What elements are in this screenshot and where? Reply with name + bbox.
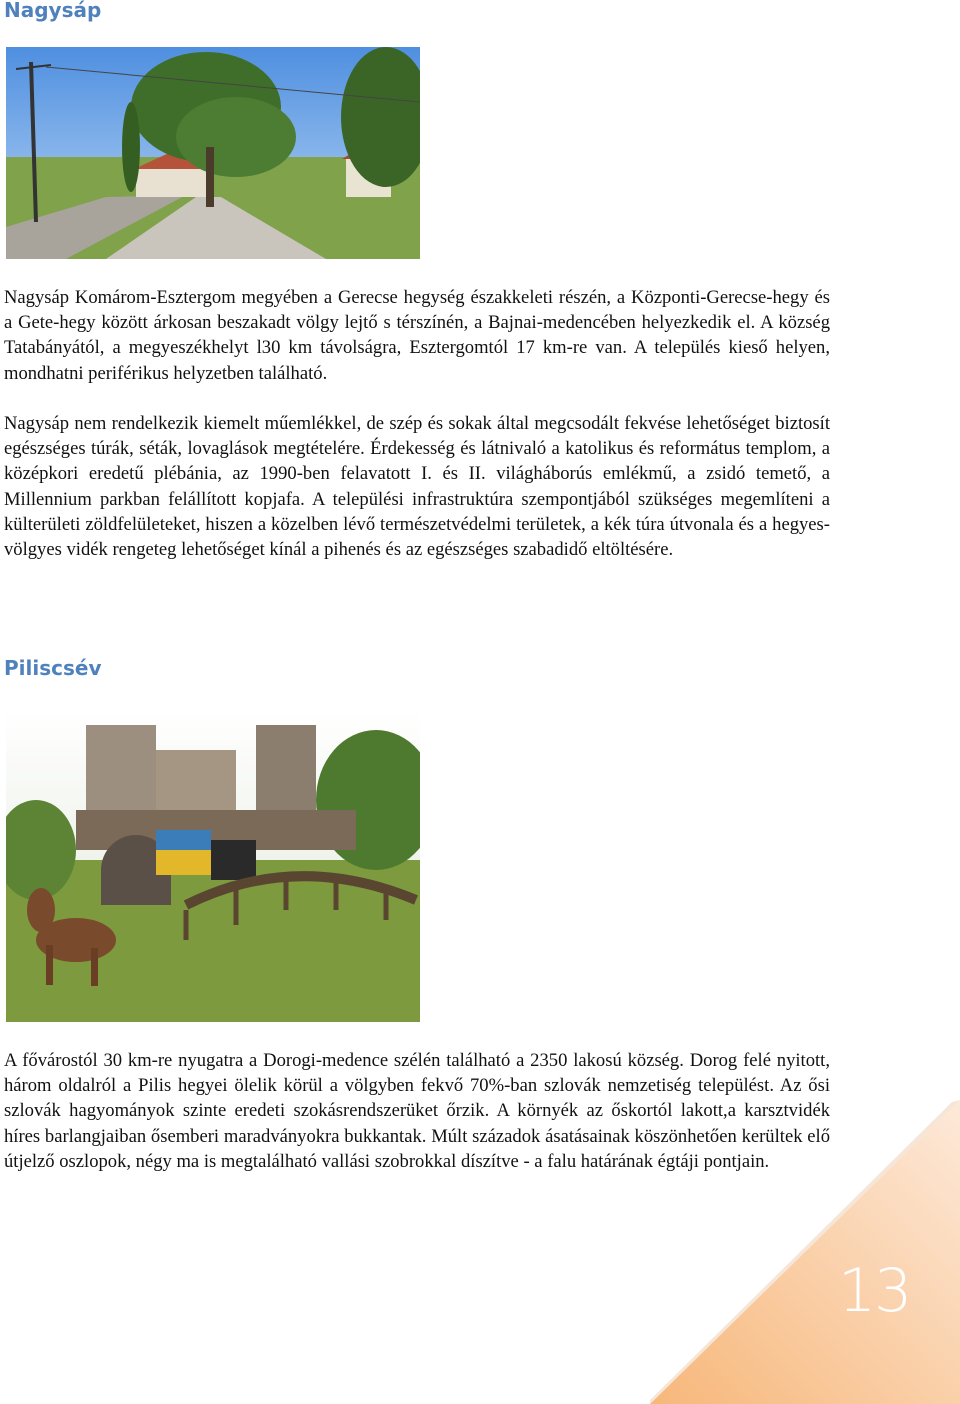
- nagysap-paragraph-attractions: Nagysáp nem rendelkezik kiemelt műemlékkel, de szép és sokak által megcsodált fekvése lehetőséget biztosít egészséges túrák, séták, lovaglások megtételére. Érdekesség és látnivaló a katolikus és református templom, a középkori eredetű plébánia, az 1990-ben felavatott I. és II. világháborús emlékmű, a zsidó temető, a Millennium parkban felállított kopjafa. A települési infrastruktúra szempontjából szükséges megemlíteni a külterületi zöldfelületeket, hiszen a közelben lévő természetvédelmi területek, a kék túra útvonala és a hegyes-völgyes vidék rengeteg lehetőséget kínál a pihenés és az egészséges szabadidő eltöltésére.: [4, 413, 830, 561]
- wooden-playground-photo: [6, 710, 420, 1022]
- nagysap-paragraph-location: Nagysáp Komárom-Esztergom megyében a Gerecse hegység északkeleti részén, a Központi-Gerecse-hegy és a Gete-hegy között árkosan beszakadt völgy lejtő s térszínén, a Bajnai-medencében helyezkedik el. A község Tatabányától, a megyeszékhelyt l30 km távolságra, Esztergomtól 17 km-re van. A település kieső helyen, mondhatni periférikus helyzetben található.: [4, 287, 830, 384]
- section-title-nagysap: Nagysáp: [4, 0, 102, 22]
- page-corner-decoration: [650, 1100, 960, 1404]
- village-street-photo: [6, 47, 420, 259]
- piliscsev-paragraph: A fővárostól 30 km-re nyugatra a Dorogi-medence szélén található a 2350 lakosú község. Dorog felé nyitott, három oldalról a Pilis hegyei ölelik körül a völgyben fekvő 70%-ban szlovák nemzetiség települést. Az ősi szlovák hagyományok szinte eredeti szokásrendszerüket őrzik. A környék az őskortól lakott,a karsztvidék híres barlangjaiban ősemberi maradványokra bukkantak. Múlt századok ásatásainak köszönhetően kerültek elő útjelző oszlopok, négy ma is megtalálható vallási szobrokkal díszítve - a falu határának égtáji pontjain.: [4, 1050, 830, 1172]
- section-title-piliscsev: Piliscsév: [4, 656, 102, 680]
- page-number: 13: [838, 1256, 911, 1326]
